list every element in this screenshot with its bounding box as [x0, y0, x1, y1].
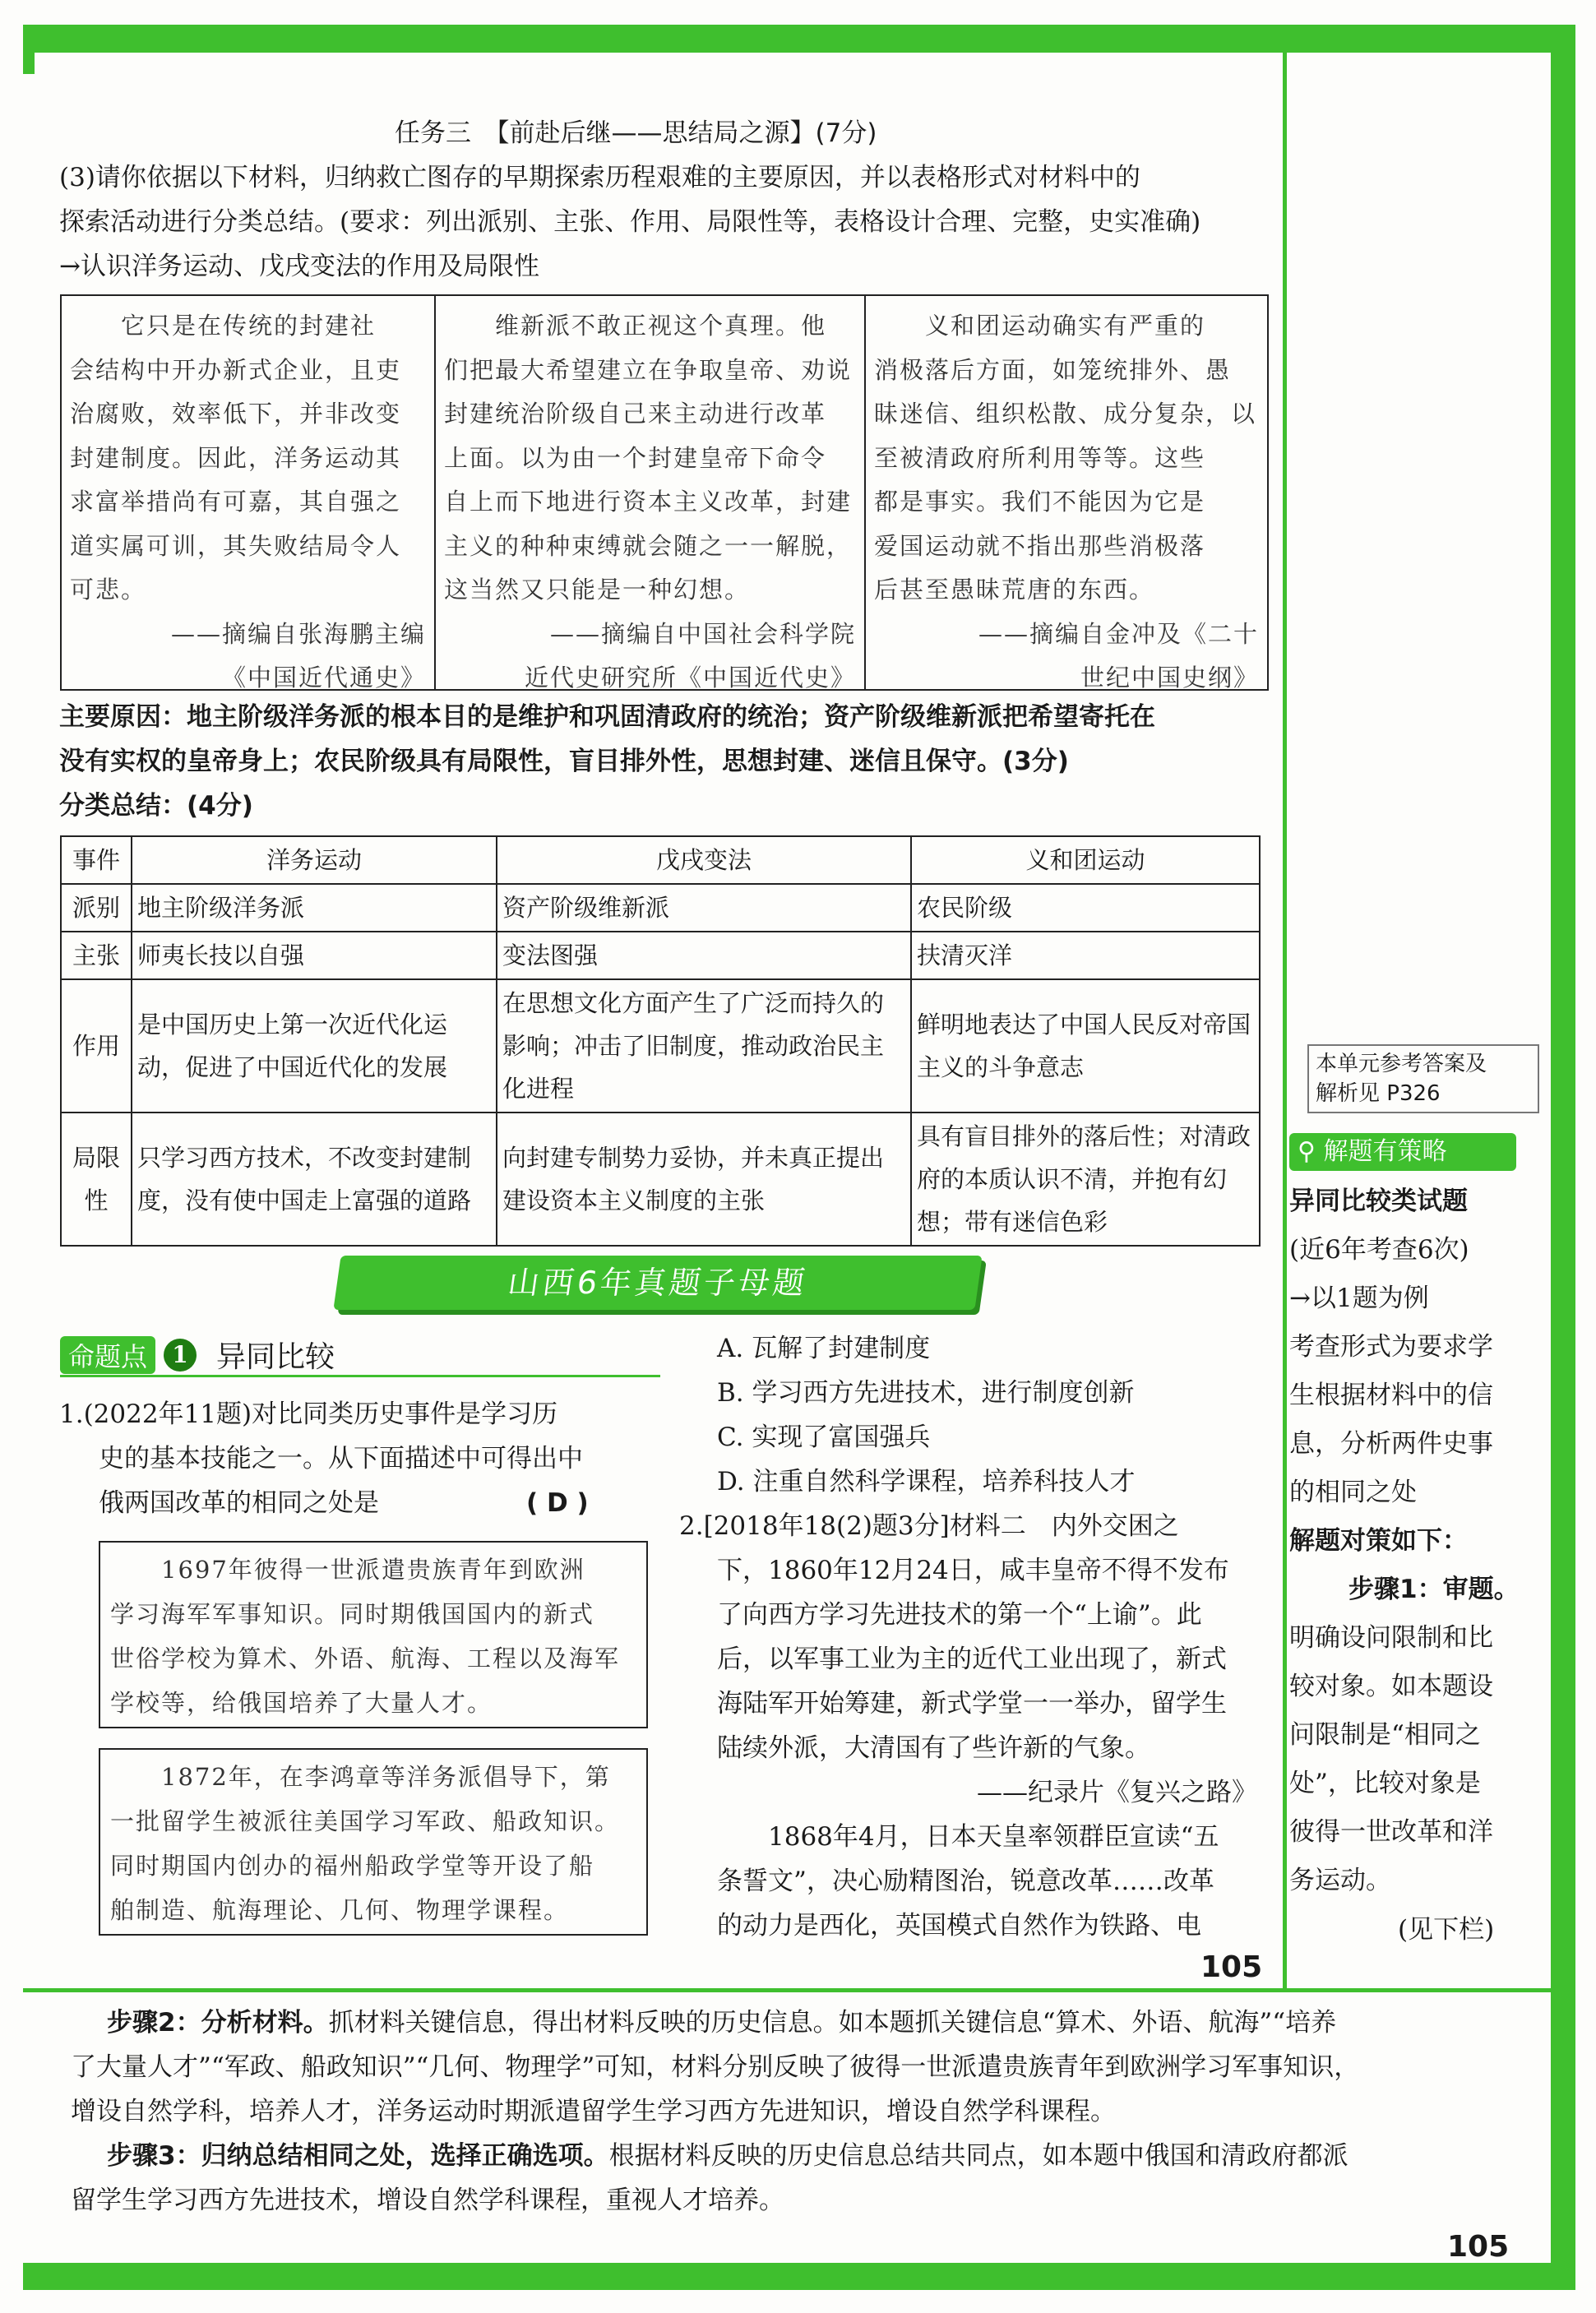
q1-box2-line: 舶制造、航海理论、几何、物理学课程。 — [110, 1896, 570, 1924]
row-label: 主张 — [61, 932, 132, 979]
table-cell: 只学习西方技术，不改变封建制度，没有使中国走上富强的道路 — [132, 1113, 497, 1246]
table-row — [61, 884, 1260, 932]
option-c: C. 实现了富国强兵 — [717, 1422, 931, 1452]
step3-text: 根据材料反映的历史信息总结共同点，如本题中俄国和清政府都派 — [608, 2141, 1349, 2171]
material-3 — [866, 296, 1267, 692]
row-label: 派别 — [61, 884, 132, 932]
q2-line-1: 2.[2018年18(2)题3分]材料二 内外交困之 — [679, 1511, 1179, 1541]
material-1-source: 《中国近代通史》 — [221, 664, 426, 692]
sidebar-note — [1307, 1044, 1539, 1113]
sidebar-line: 解题对策如下： — [1289, 1526, 1468, 1556]
material-2 — [436, 296, 866, 692]
sidebar-step1-line: 明确设问限制和比 — [1289, 1623, 1493, 1653]
step2-text: 抓材料关键信息，得出材料反映的历史信息。如本题抓关键信息“算术、外语、航海”“培养 — [328, 2008, 1337, 2038]
bottom-border — [23, 2263, 1575, 2290]
q2-line2-1: 1868年4月，日本天皇率领群臣宣读“五 — [717, 1822, 1219, 1852]
sidebar-note-line: 解析见 P326 — [1316, 1081, 1441, 1106]
table-header: 事件 — [61, 836, 132, 884]
q2-source: ——纪录片《复兴之路》 — [977, 1778, 1257, 1807]
table-header: 戊戌变法 — [497, 836, 911, 884]
sidebar-note-line: 本单元参考答案及 — [1316, 1052, 1487, 1076]
step3 — [107, 2140, 1349, 2172]
table-row — [61, 1113, 1260, 1246]
search-icon: ⚲ — [1298, 1137, 1316, 1166]
material-2-line: 维新派不敢正视这个真理。他 — [444, 312, 827, 340]
q1-stem-3: 俄两国改革的相同之处是 — [99, 1488, 379, 1518]
question-hint: →认识洋务运动、戊戌变法的作用及局限性 — [59, 252, 539, 281]
q2-line-5: 海陆军开始筹建，新式学堂一一举办，留学生 — [717, 1689, 1227, 1719]
sidebar-continue: (见下栏) — [1398, 1915, 1495, 1945]
table-header-row — [61, 836, 1260, 884]
table-header: 义和团运动 — [911, 836, 1260, 884]
step2-line: 增设自然学科，培养人才，洋务运动时期派遣留学生学习西方先进知识，增设自然学科课程。 — [71, 2097, 1116, 2126]
summary-table — [60, 835, 1261, 1247]
q1-answer: ( D ) — [526, 1488, 589, 1518]
question-line-2: 探索活动进行分类总结。(要求：列出派别、主张、作用、局限性等，表格设计合理、完整，史实准确) — [59, 207, 1201, 237]
table-row — [61, 979, 1260, 1113]
sidebar-frequency: (近6年考查6次) — [1289, 1235, 1469, 1265]
material-1-line: 可悲。 — [70, 576, 147, 604]
q1-box1-line: 1697年彼得一世派遣贵族青年到欧洲 — [110, 1556, 585, 1584]
table-cell: 师夷长技以自强 — [132, 932, 497, 979]
section-tag: 命题点 — [60, 1336, 155, 1374]
step2 — [107, 2006, 1336, 2039]
sidebar-line: →以1题为例 — [1289, 1284, 1429, 1313]
step3-line: 留学生学习西方先进技术，增设自然学科课程，重视人才培养。 — [71, 2186, 784, 2215]
material-3-line: 后甚至愚昧荒唐的东西。 — [874, 576, 1155, 604]
sidebar-line: 息，分析两件史事 — [1289, 1429, 1493, 1459]
material-1-source: ——摘编自张海鹏主编 — [170, 619, 426, 648]
section-number: 1 — [164, 1339, 197, 1372]
material-2-line: 们把最大希望建立在争取皇帝、劝说 — [444, 355, 853, 384]
section-heading — [60, 1334, 335, 1376]
table-cell: 向封建专制势力妥协，并未真正提出建设资本主义制度的主张 — [497, 1113, 911, 1246]
material-3-source: 世纪中国史纲》 — [1080, 664, 1259, 692]
material-3-line: 都是事实。我们不能因为它是 — [874, 488, 1206, 516]
q1-material-box-1 — [99, 1541, 648, 1728]
materials-box — [60, 294, 1269, 691]
material-1 — [62, 296, 436, 692]
table-header: 洋务运动 — [132, 836, 497, 884]
q1-stem-1: 1.(2022年11题)对比同类历史事件是学习历 — [59, 1399, 558, 1429]
sidebar-step1-line: 彼得一世改革和洋 — [1289, 1817, 1493, 1847]
sidebar-step1-line: 问限制是“相同之 — [1289, 1720, 1481, 1750]
table-cell: 具有盲目排外的落后性；对清政府的本质认识不清，并抱有幻想；带有迷信色彩 — [911, 1113, 1260, 1246]
section-title: 异同比较 — [216, 1340, 335, 1374]
table-cell: 变法图强 — [497, 932, 911, 979]
sidebar-title: 异同比较类试题 — [1289, 1187, 1468, 1216]
section-divider — [23, 1988, 1552, 1992]
material-3-line: 爱国运动就不指出那些消极落 — [874, 531, 1206, 560]
table-cell: 鲜明地表达了中国人民反对帝国主义的斗争意志 — [911, 979, 1260, 1113]
sidebar-line: 考查形式为要求学 — [1289, 1332, 1493, 1362]
sidebar-step1-line: 务运动。 — [1289, 1866, 1391, 1895]
option-b: B. 学习西方先进技术，进行制度创新 — [717, 1378, 1135, 1408]
q1-box2-line: 1872年，在李鸿章等洋务派倡导下，第 — [110, 1763, 611, 1791]
page-number-bottom: 105 — [1447, 2230, 1510, 2264]
material-2-source: ——摘编自中国社会科学院 — [549, 619, 856, 648]
strategy-tag — [1289, 1133, 1516, 1171]
material-1-line: 治腐败，效率低下，并非改变 — [70, 400, 402, 428]
answer-reason-1: 主要原因：地主阶级洋务派的根本目的是维护和巩固清政府的统治；资产阶级维新派把希望寄托在 — [59, 702, 1155, 732]
step2-title: 步骤2：分析材料。 — [107, 2008, 329, 2038]
answer-reason-2: 没有实权的皇帝身上；农民阶级具有局限性，盲目排外性，思想封建、迷信且保守。(3分) — [59, 747, 1069, 776]
material-2-line: 这当然又只能是一种幻想。 — [444, 576, 751, 604]
table-row — [61, 932, 1260, 979]
material-2-line: 封建统治阶级自己来主动进行改革 — [444, 400, 827, 428]
step2-line: 了大量人才”“军政、船政知识”“几何、物理学”可知，材料分别反映了彼得一世派遣贵族青年到欧洲学习军事知识， — [71, 2052, 1360, 2082]
strategy-tag-label: 解题有策略 — [1323, 1137, 1447, 1166]
q2-line2-3: 的动力是西化，英国模式自然作为铁路、电 — [717, 1911, 1201, 1941]
material-1-line: 会结构中开办新式企业，且吏 — [70, 355, 402, 384]
row-label: 局限性 — [61, 1113, 132, 1246]
q2-line-3: 了向西方学习先进技术的第一个“上谕”。此 — [717, 1600, 1202, 1630]
q1-box1-line: 学校等，给俄国培养了大量人才。 — [110, 1689, 493, 1717]
material-2-source: 近代史研究所《中国近代史》 — [524, 664, 856, 692]
q1-material-box-2 — [99, 1748, 648, 1936]
top-border — [23, 25, 1575, 53]
material-2-line: 主义的种种束缚就会随之一一解脱， — [444, 531, 853, 560]
sidebar-step1-title: 步骤1：审题。 — [1349, 1575, 1520, 1604]
sidebar-line: 生根据材料中的信 — [1289, 1381, 1493, 1410]
q1-stem-2: 史的基本技能之一。从下面描述中可得出中 — [99, 1444, 583, 1473]
section-underline — [60, 1375, 660, 1377]
material-1-line: 封建制度。因此，洋务运动其 — [70, 443, 402, 472]
option-a: A. 瓦解了封建制度 — [717, 1334, 931, 1363]
table-cell: 在思想文化方面产生了广泛而持久的影响；冲击了旧制度，推动政治民主化进程 — [497, 979, 911, 1113]
q1-box2-line: 一批留学生被派往美国学习军政、船政知识。 — [110, 1807, 621, 1835]
material-2-line: 自上而下地进行资本主义改革，封建 — [444, 488, 853, 516]
q1-box1-line: 世俗学校为算术、外语、航海、工程以及海军 — [110, 1645, 621, 1672]
task-heading: 任务三 【前赴后继——思结局之源】(7分) — [395, 118, 877, 148]
summary-label: 分类总结：(4分) — [59, 791, 253, 821]
material-3-line: 义和团运动确实有严重的 — [874, 312, 1206, 340]
sidebar-step1-line: 较对象。如本题设 — [1289, 1672, 1493, 1701]
sidebar-line: 的相同之处 — [1289, 1478, 1417, 1507]
table-cell: 农民阶级 — [911, 884, 1260, 932]
material-3-source: ——摘编自金冲及《二十 — [978, 619, 1259, 648]
material-1-line: 它只是在传统的封建社 — [70, 312, 377, 340]
material-1-line: 道实属可训，其失败结局令人 — [70, 531, 402, 560]
table-cell: 是中国历史上第一次近代化运动，促进了中国近代化的发展 — [132, 979, 497, 1113]
material-3-line: 消极落后方面，如笼统排外、愚 — [874, 355, 1232, 384]
table-cell: 地主阶级洋务派 — [132, 884, 497, 932]
material-2-line: 上面。以为由一个封建皇帝下命令 — [444, 443, 827, 472]
step3-title: 步骤3：归纳总结相同之处，选择正确选项。 — [107, 2141, 609, 2171]
column-divider — [1283, 53, 1287, 1989]
sidebar-step1-line: 处”，比较对象是 — [1289, 1769, 1481, 1798]
material-3-line: 昧迷信、组织松散、成分复杂，以 — [874, 400, 1257, 428]
top-left-accent — [23, 25, 35, 74]
material-3-line: 至被清政府所利用等等。这些 — [874, 443, 1206, 472]
page-number: 105 — [1200, 1950, 1263, 1984]
question-line-1: (3)请你依据以下材料，归纳救亡图存的早期探索历程艰难的主要原因，并以表格形式对材料中的 — [59, 163, 1140, 192]
q2-line-4: 后，以军事工业为主的近代工业出现了，新式 — [717, 1645, 1227, 1674]
material-1-line: 求富举措尚有可嘉，其自强之 — [70, 488, 402, 516]
table-cell: 资产阶级维新派 — [497, 884, 911, 932]
row-label: 作用 — [61, 979, 132, 1113]
option-d: D. 注重自然科学课程，培养科技人才 — [717, 1467, 1136, 1497]
q1-box2-line: 同时期国内创办的福州船政学堂等开设了船 — [110, 1852, 595, 1880]
section-banner: 山西6年真题子母题 — [333, 1256, 982, 1310]
q2-line2-2: 条誓文”，决心励精图治，锐意改革……改革 — [717, 1867, 1214, 1896]
q2-line-6: 陆续外派，大清国有了些许新的气象。 — [717, 1733, 1150, 1763]
q2-line-2: 下，1860年12月24日，咸丰皇帝不得不发布 — [717, 1556, 1229, 1585]
table-cell: 扶清灭洋 — [911, 932, 1260, 979]
q1-box1-line: 学习海军军事知识。同时期俄国国内的新式 — [110, 1600, 595, 1628]
